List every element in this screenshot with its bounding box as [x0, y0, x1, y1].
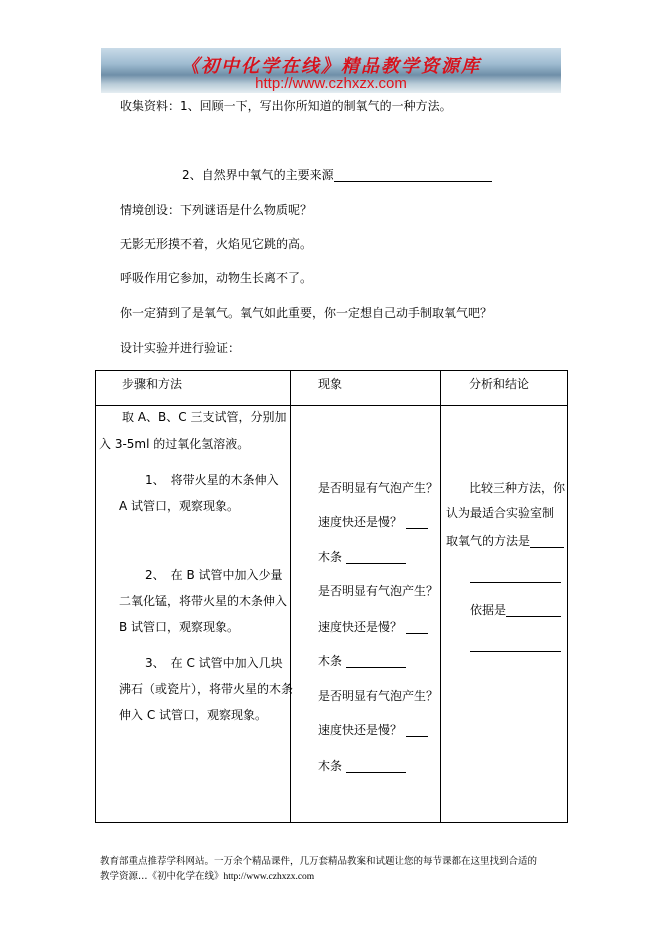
step-text: 取 A、B、C 三支试管，分别加	[122, 410, 287, 424]
question-2-text: 2、自然界中氧气的主要来源	[182, 168, 334, 182]
footer-text: 教学资源…《初中化学在线》	[100, 871, 224, 882]
observation: 是否明显有气泡产生？	[318, 481, 439, 495]
observation: 是否明显有气泡产生？	[318, 689, 439, 703]
answer-blank	[530, 536, 564, 548]
analysis-blank-line	[470, 638, 561, 652]
footer-link[interactable]: http://www.czhxzx.com	[223, 872, 315, 882]
column-divider	[290, 370, 291, 822]
banner-url: http://www.czhxzx.com	[255, 75, 407, 92]
question-2	[182, 168, 492, 182]
observation-text: 速度快还是慢？	[318, 620, 403, 634]
paragraph: 设计实验并进行验证：	[120, 341, 241, 355]
observation	[318, 620, 428, 634]
observation	[318, 723, 428, 737]
step-text: A 试管口，观察现象。	[119, 499, 240, 513]
step-text: 伸入 C 试管口，观察现象。	[119, 708, 268, 722]
answer-blank	[406, 725, 428, 737]
observation-text: 木条	[318, 759, 343, 773]
observation: 是否明显有气泡产生？	[318, 584, 439, 598]
header-steps: 步骤和方法	[122, 377, 183, 391]
analysis-blank-line	[470, 569, 561, 583]
analysis-text: 认为最适合实验室制	[446, 506, 555, 520]
banner-image	[101, 48, 561, 93]
step-text: 2、 在 B 试管中加入少量	[145, 568, 283, 582]
analysis-label: 取氧气的方法是	[446, 534, 531, 548]
answer-blank	[346, 761, 406, 773]
observation-text: 速度快还是慢？	[318, 723, 403, 737]
analysis-label: 依据是	[470, 603, 507, 617]
column-divider	[440, 370, 441, 822]
analysis-text	[470, 603, 561, 617]
observation-text: 速度快还是慢？	[318, 515, 403, 529]
footer-line-1: 教育部重点推荐学科网站。一万余个精品课件，几万套精品教案和试题让您的每节课都在这里找到合适的	[100, 856, 538, 867]
analysis-text	[446, 534, 564, 548]
paragraph: 无影无形摸不着，火焰见它跳的高。	[120, 237, 313, 251]
answer-blank	[346, 656, 406, 668]
paragraph: 情境创设：下列谜语是什么物质呢？	[120, 203, 313, 217]
answer-blank	[406, 622, 428, 634]
paragraph: 你一定猜到了是氧气。氧气如此重要，你一定想自己动手制取氧气吧？	[120, 306, 493, 320]
answer-blank	[506, 605, 561, 617]
answer-blank	[334, 170, 492, 182]
observation	[318, 759, 406, 773]
step-text: 沸石（或瓷片），将带火星的木条	[119, 682, 294, 696]
header-analysis: 分析和结论	[469, 377, 530, 391]
question-1: 收集资料：1、回顾一下，写出你所知道的制氧气的一种方法。	[120, 99, 452, 113]
step-text: 二氧化锰，将带火星的木条伸入	[119, 594, 288, 608]
step-text: B 试管口，观察现象。	[119, 620, 240, 634]
answer-blank	[346, 552, 406, 564]
footer-line-2	[100, 870, 314, 884]
analysis-text: 比较三种方法，你	[469, 481, 566, 495]
observation	[318, 654, 406, 668]
observation-text: 木条	[318, 654, 343, 668]
observation	[318, 515, 428, 529]
observation-text: 木条	[318, 550, 343, 564]
paragraph: 呼吸作用它参加，动物生长离不了。	[120, 271, 313, 285]
answer-blank	[470, 640, 561, 652]
step-text: 3、 在 C 试管中加入几块	[145, 656, 283, 670]
banner-title: 《初中化学在线》精品教学资源库	[181, 56, 481, 77]
step-text: 入 3-5ml 的过氧化氢溶液。	[99, 437, 250, 451]
header-divider	[95, 405, 567, 406]
header-phenomenon: 现象	[318, 377, 343, 391]
step-text: 1、 将带火星的木条伸入	[145, 473, 279, 487]
answer-blank	[470, 571, 561, 583]
observation	[318, 550, 406, 564]
answer-blank	[406, 517, 428, 529]
